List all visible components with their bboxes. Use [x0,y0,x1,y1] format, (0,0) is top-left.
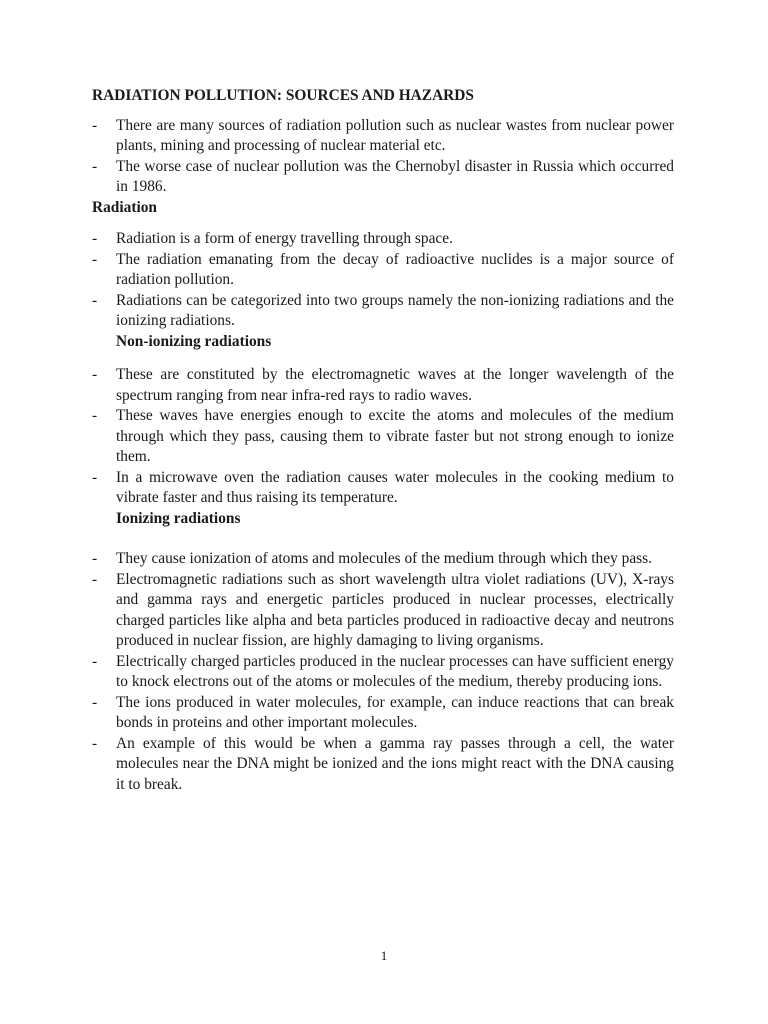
bullet-dash: - [92,157,98,175]
radiation-list [92,229,674,332]
page-number: 1 [380,948,388,963]
bullet-dash: - [92,652,98,670]
list-item: - An example of this would be when a gamma ray passes through a cell, the water molecules near the DNA might be ionized and the ions might react with the DNA causing it to break. [92,734,674,793]
section-heading-non-ionizing: Non-ionizing radiations [116,332,272,350]
bullet-dash: - [92,570,98,588]
section-heading-ionizing: Ionizing radiations [116,509,241,527]
list-item: - The worse case of nuclear pollution was the Chernobyl disaster in Russia which occurred in 1986. [92,157,674,195]
document-title: RADIATION POLLUTION: SOURCES AND HAZARDS [92,87,474,104]
list-item: - The ions produced in water molecules, for example, can induce reactions that can break bonds in proteins and other important molecules. [92,693,674,731]
non-ionizing-list [92,365,674,509]
bullet-dash: - [92,366,98,383]
bullet-dash: - [92,693,98,711]
bullet-dash: - [92,116,98,134]
list-item: - Electromagnetic radiations such as short wavelength ultra violet radiations (UV), X-rays and gamma rays and energetic particles produced in nuclear processes, electrically charged particles like alpha and beta particles produced in radioactive decay and neutrons produced in nuclear fission, are highly damaging to living organisms. [92,570,674,649]
list-item: - Electrically charged particles produced in the nuclear processes can have sufficient energy to knock electrons out of the atoms or molecules of the medium, thereby producing ions. [92,652,674,690]
section-heading-radiation: Radiation [92,198,157,216]
bullet-dash: - [92,407,98,424]
list-item: - Radiations can be categorized into two groups namely the non-ionizing radiations and the ionizing radiations. [92,291,674,329]
list-item: - Radiation is a form of energy travelling through space. [92,229,674,250]
bullet-dash: - [92,230,98,247]
list-item: - These are constituted by the electromagnetic waves at the longer wavelength of the spectrum ranging from near infra-red rays to radio waves. [92,366,674,404]
bullet-dash: - [92,734,98,752]
bullet-dash: - [92,468,98,486]
bullet-dash: - [92,291,98,309]
list-item: - The radiation emanating from the decay of radioactive nuclides is a major source of radiation pollution. [92,250,674,288]
bullet-dash: - [92,550,98,567]
list-item: - They cause ionization of atoms and molecules of the medium through which they pass. [92,549,674,570]
list-item: - In a microwave oven the radiation causes water molecules in the cooking medium to vibrate faster and thus raising its temperature. [92,468,674,506]
list-item: - There are many sources of radiation pollution such as nuclear wastes from nuclear power plants, mining and processing of nuclear material etc. [92,116,674,154]
intro-list [92,116,674,198]
ionizing-list [92,549,674,795]
bullet-dash: - [92,250,98,268]
list-item: - These waves have energies enough to excite the atoms and molecules of the medium through which they pass, causing them to vibrate faster but not strong enough to ionize them. [92,407,674,465]
document-page [92,86,674,795]
